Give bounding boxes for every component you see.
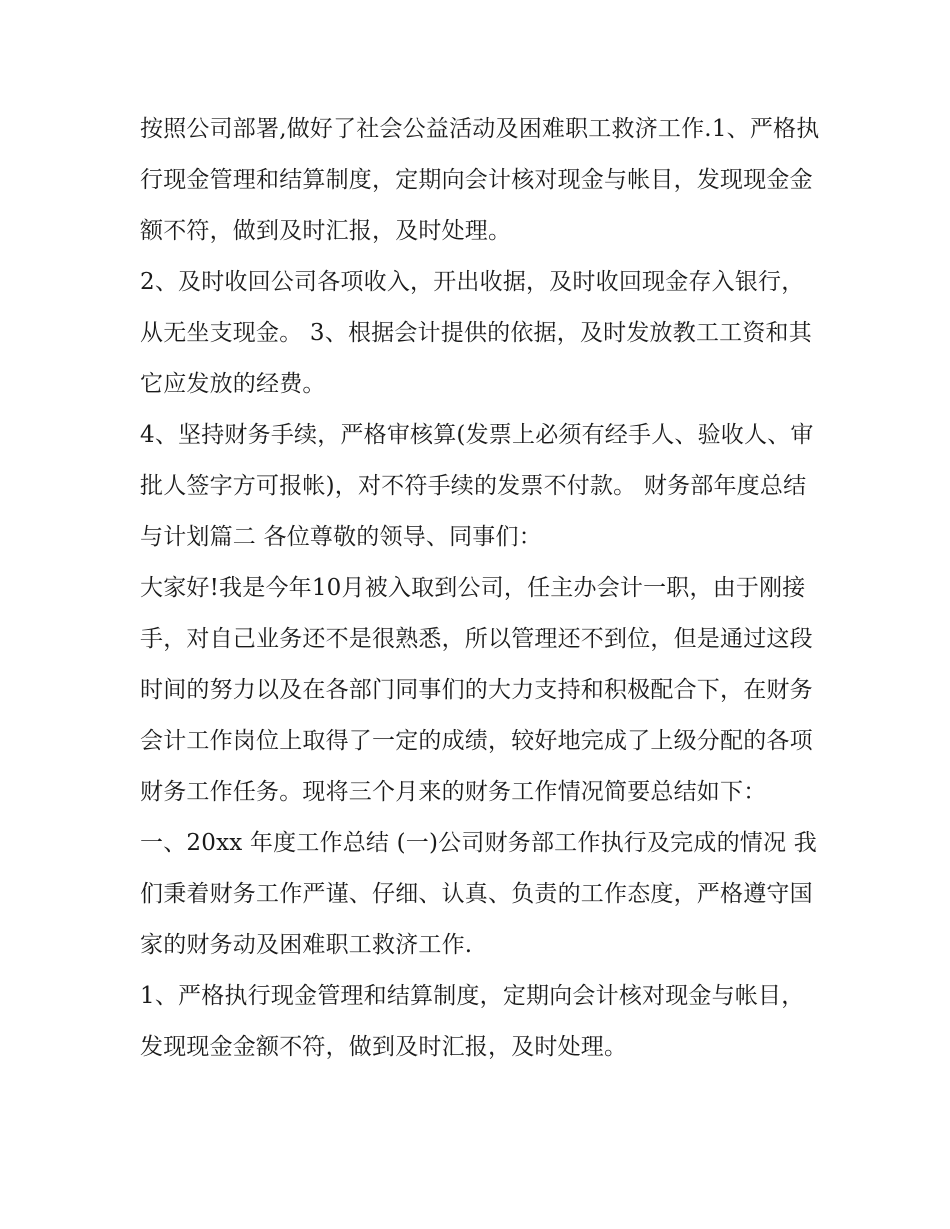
paragraph-6: 1、严格执行现金管理和结算制度，定期向会计核对现金与帐目，发现现金金额不符，做到及时汇报，及时处理。: [140, 983, 805, 1060]
paragraph-5: 一、20xx 年度工作总结 (一)公司财务部工作执行及完成的情况 我们秉着财务工作严谨、仔细、认真、负责的工作态度，严格遵守国家的财务动及困难职工救济工作.: [140, 830, 817, 958]
document-body: [140, 104, 820, 1073]
paragraph-2: 2、及时收回公司各项收入，开出收据，及时收回现金存入银行，从无坐支现金。 3、根据会计提供的依据，及时发放教工工资和其它应发放的经费。: [140, 269, 812, 397]
paragraph-4: 大家好!我是今年10月被入取到公司，任主办会计一职，由于刚接手，对自己业务还不是很熟悉，所以管理还不到位，但是通过这段时间的努力以及在各部门同事们的大力支持和积极配合下，在财务会计工作岗位上取得了一定的成绩，较好地完成了上级分配的各项财务工作任务。现将三个月来的财务工作情况简要总结如下：: [140, 575, 813, 805]
paragraph-3: 4、坚持财务手续，严格审核算(发票上必须有经手人、验收人、审批人签字方可报帐)，对不符手续的发票不付款。 财务部年度总结与计划篇二 各位尊敬的领导、同事们：: [140, 422, 814, 550]
paragraph-1: 按照公司部署,做好了社会公益活动及困难职工救济工作.1、严格执行现金管理和结算制度，定期向会计核对现金与帐目，发现现金金额不符，做到及时汇报，及时处理。: [140, 116, 820, 244]
